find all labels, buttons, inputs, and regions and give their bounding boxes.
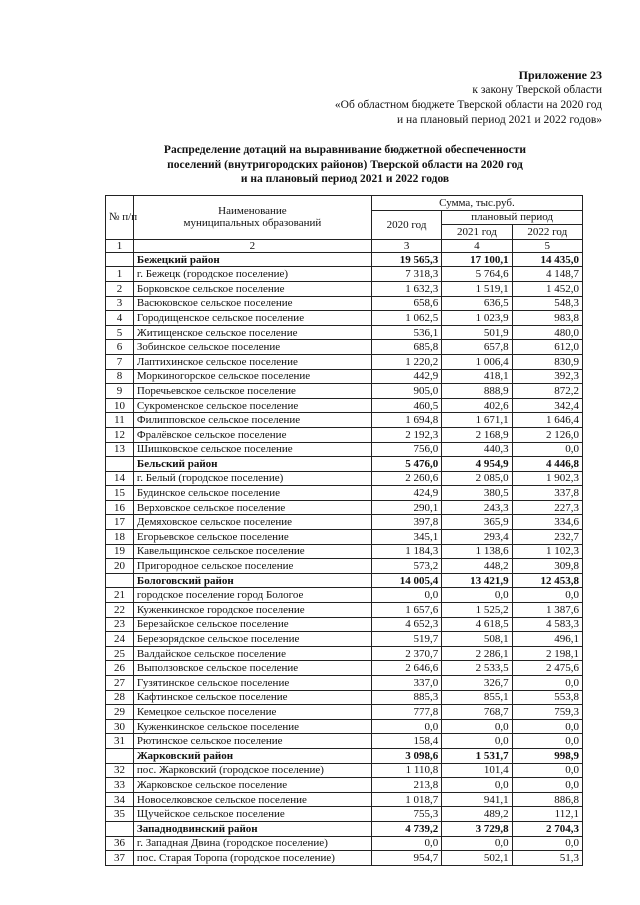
value-2021: 0,0 [442,734,512,749]
value-2020: 1 184,3 [371,544,441,559]
value-2020: 345,1 [371,530,441,545]
value-2020: 424,9 [371,486,441,501]
district-row [106,748,583,763]
value-2022: 0,0 [512,778,582,793]
value-2022: 4 446,8 [512,457,582,472]
column-index-row [106,239,583,252]
value-2020: 658,6 [371,296,441,311]
column-index: 1 [106,239,134,252]
value-2022: 0,0 [512,719,582,734]
table-row [106,398,583,413]
row-name: Куженкинское городское поселение [133,603,371,618]
row-number: 21 [106,588,134,603]
table-row [106,792,583,807]
value-2021: 380,5 [442,486,512,501]
value-2022: 830,9 [512,354,582,369]
row-name: Житищенское сельское поселение [133,325,371,340]
row-name: Березорядское сельское поселение [133,632,371,647]
row-number: 31 [106,734,134,749]
value-2020: 685,8 [371,340,441,355]
header-year-2021: 2021 год [442,225,512,240]
value-2020: 573,2 [371,559,441,574]
header-year-2020: 2020 год [371,210,441,239]
table-row [106,559,583,574]
value-2022: 14 435,0 [512,252,582,267]
value-2020: 2 192,3 [371,427,441,442]
row-number: 14 [106,471,134,486]
value-2020: 4 739,2 [371,821,441,836]
value-2020: 14 005,4 [371,573,441,588]
value-2020: 158,4 [371,734,441,749]
row-number [106,252,134,267]
value-2020: 397,8 [371,515,441,530]
value-2021: 4 954,9 [442,457,512,472]
value-2020: 290,1 [371,500,441,515]
value-2021: 508,1 [442,632,512,647]
value-2021: 1 519,1 [442,281,512,296]
value-2021: 489,2 [442,807,512,822]
value-2021: 502,1 [442,851,512,866]
table-row [106,544,583,559]
row-number [106,821,134,836]
value-2020: 2 260,6 [371,471,441,486]
row-number: 12 [106,427,134,442]
value-2020: 2 646,6 [371,661,441,676]
district-row [106,457,583,472]
appendix-header [335,68,602,128]
value-2022: 334,6 [512,515,582,530]
value-2022: 1 452,0 [512,281,582,296]
value-2022: 342,4 [512,398,582,413]
value-2020: 1 220,2 [371,354,441,369]
value-2022: 392,3 [512,369,582,384]
row-number: 18 [106,530,134,545]
row-name: городское поселение город Бологое [133,588,371,603]
row-name: Егорьевское сельское поселение [133,530,371,545]
table-row [106,676,583,691]
row-name: Бежецкий район [133,252,371,267]
value-2021: 1 138,6 [442,544,512,559]
value-2022: 232,7 [512,530,582,545]
table-row [106,413,583,428]
table-row [106,442,583,457]
row-number [106,457,134,472]
row-name: Фралёвское сельское поселение [133,427,371,442]
row-name: Бельский район [133,457,371,472]
value-2021: 0,0 [442,836,512,851]
header-name [133,196,371,240]
value-2021: 1 006,4 [442,354,512,369]
value-2020: 1 062,5 [371,311,441,326]
value-2020: 3 098,6 [371,748,441,763]
row-number: 1 [106,267,134,282]
value-2022: 0,0 [512,836,582,851]
row-name: Жарковское сельское поселение [133,778,371,793]
row-number: 35 [106,807,134,822]
row-name: Валдайское сельское поселение [133,646,371,661]
row-number: 19 [106,544,134,559]
row-number: 6 [106,340,134,355]
header-sum: Сумма, тыс.руб. [371,196,582,211]
table-row [106,515,583,530]
value-2022: 480,0 [512,325,582,340]
table-row [106,311,583,326]
subsidy-table [105,195,583,866]
value-2021: 440,3 [442,442,512,457]
table-row [106,427,583,442]
value-2022: 872,2 [512,384,582,399]
value-2020: 1 632,3 [371,281,441,296]
value-2022: 309,8 [512,559,582,574]
row-name: Новоселковское сельское поселение [133,792,371,807]
header-name-line: муниципальных образований [183,217,322,230]
value-2022: 1 902,3 [512,471,582,486]
table-row [106,486,583,501]
row-number: 10 [106,398,134,413]
table-row [106,340,583,355]
district-row [106,821,583,836]
row-number: 4 [106,311,134,326]
column-index: 5 [512,239,582,252]
row-number: 17 [106,515,134,530]
value-2022: 983,8 [512,311,582,326]
title-line: Распределение дотаций на выравнивание бюджетной обеспеченности [163,144,527,156]
table-row [106,836,583,851]
appendix-line: и на плановый период 2021 и 2022 годов» [397,114,602,126]
table-row [106,267,583,282]
value-2022: 1 387,6 [512,603,582,618]
value-2020: 1 018,7 [371,792,441,807]
table-row [106,778,583,793]
value-2022: 553,8 [512,690,582,705]
value-2022: 886,8 [512,792,582,807]
row-number: 32 [106,763,134,778]
value-2021: 636,5 [442,296,512,311]
value-2020: 5 476,0 [371,457,441,472]
row-name: Выползовское сельское поселение [133,661,371,676]
row-name: Гузятинское сельское поселение [133,676,371,691]
table-row [106,325,583,340]
row-name: Кемецкое сельское поселение [133,705,371,720]
row-name: пос. Жарковский (городское поселение) [133,763,371,778]
value-2021: 2 286,1 [442,646,512,661]
value-2021: 0,0 [442,778,512,793]
header-year-2022: 2022 год [512,225,582,240]
row-name: Васюковское сельское поселение [133,296,371,311]
row-name: Щучейское сельское поселение [133,807,371,822]
value-2021: 17 100,1 [442,252,512,267]
value-2022: 51,3 [512,851,582,866]
header-number: № п/п [106,196,134,240]
value-2020: 536,1 [371,325,441,340]
value-2020: 19 565,3 [371,252,441,267]
value-2020: 1 694,8 [371,413,441,428]
table-row [106,296,583,311]
value-2021: 1 525,2 [442,603,512,618]
value-2022: 1 646,4 [512,413,582,428]
appendix-number: Приложение 23 [518,68,602,82]
value-2021: 1 531,7 [442,748,512,763]
row-name: Зобинское сельское поселение [133,340,371,355]
value-2020: 442,9 [371,369,441,384]
value-2022: 0,0 [512,442,582,457]
value-2022: 112,1 [512,807,582,822]
row-number: 16 [106,500,134,515]
value-2022: 0,0 [512,734,582,749]
value-2021: 5 764,6 [442,267,512,282]
value-2022: 0,0 [512,676,582,691]
value-2021: 418,1 [442,369,512,384]
value-2022: 4 148,7 [512,267,582,282]
value-2020: 1 657,6 [371,603,441,618]
value-2021: 13 421,9 [442,573,512,588]
row-name: Демяховское сельское поселение [133,515,371,530]
row-name: Куженкинское сельское поселение [133,719,371,734]
table-row [106,369,583,384]
row-number: 22 [106,603,134,618]
value-2021: 657,8 [442,340,512,355]
row-name: Жарковский район [133,748,371,763]
row-number: 30 [106,719,134,734]
row-number: 8 [106,369,134,384]
row-number: 2 [106,281,134,296]
value-2022: 0,0 [512,588,582,603]
row-name: Пригородное сельское поселение [133,559,371,574]
value-2020: 905,0 [371,384,441,399]
row-name: Будинское сельское поселение [133,486,371,501]
row-number: 23 [106,617,134,632]
row-name: г. Белый (городское поселение) [133,471,371,486]
document-title [120,143,570,187]
value-2021: 0,0 [442,588,512,603]
value-2022: 612,0 [512,340,582,355]
row-number [106,748,134,763]
row-name: Лаптихинское сельское поселение [133,354,371,369]
column-index: 3 [371,239,441,252]
value-2021: 1 023,9 [442,311,512,326]
row-number: 11 [106,413,134,428]
value-2020: 213,8 [371,778,441,793]
value-2020: 756,0 [371,442,441,457]
value-2022: 337,8 [512,486,582,501]
row-name: Борковское сельское поселение [133,281,371,296]
row-name: Западнодвинский район [133,821,371,836]
district-row [106,252,583,267]
row-number: 9 [106,384,134,399]
value-2022: 2 198,1 [512,646,582,661]
value-2021: 402,6 [442,398,512,413]
value-2021: 888,9 [442,384,512,399]
value-2021: 1 671,1 [442,413,512,428]
table-row [106,807,583,822]
value-2020: 0,0 [371,719,441,734]
table-row [106,384,583,399]
row-number: 33 [106,778,134,793]
value-2022: 2 126,0 [512,427,582,442]
value-2021: 3 729,8 [442,821,512,836]
value-2022: 4 583,3 [512,617,582,632]
value-2022: 998,9 [512,748,582,763]
value-2022: 2 704,3 [512,821,582,836]
value-2022: 0,0 [512,763,582,778]
table-row [106,617,583,632]
value-2022: 548,3 [512,296,582,311]
value-2022: 227,3 [512,500,582,515]
value-2020: 755,3 [371,807,441,822]
row-number: 29 [106,705,134,720]
table-row [106,646,583,661]
title-line: поселений (внутригородских районов) Тверской области на 2020 год [167,158,523,171]
row-name: Сукроменское сельское поселение [133,398,371,413]
value-2020: 954,7 [371,851,441,866]
row-number: 24 [106,632,134,647]
value-2020: 460,5 [371,398,441,413]
value-2020: 4 652,3 [371,617,441,632]
table-row [106,588,583,603]
table-row [106,530,583,545]
value-2021: 2 533,5 [442,661,512,676]
table-row [106,734,583,749]
value-2021: 501,9 [442,325,512,340]
table-row [106,471,583,486]
table-row [106,281,583,296]
header-plan-period: плановый период [442,210,583,225]
row-name: г. Западная Двина (городское поселение) [133,836,371,851]
row-name: Филипповское сельское поселение [133,413,371,428]
row-name: Моркиногорское сельское поселение [133,369,371,384]
value-2021: 768,7 [442,705,512,720]
row-number: 28 [106,690,134,705]
value-2021: 941,1 [442,792,512,807]
row-number: 7 [106,354,134,369]
value-2021: 2 085,0 [442,471,512,486]
table-row [106,719,583,734]
value-2022: 759,3 [512,705,582,720]
row-number: 34 [106,792,134,807]
row-number: 25 [106,646,134,661]
value-2022: 496,1 [512,632,582,647]
row-name: пос. Старая Торопа (городское поселение) [133,851,371,866]
value-2020: 337,0 [371,676,441,691]
value-2021: 365,9 [442,515,512,530]
row-name: Кафтинское сельское поселение [133,690,371,705]
row-number: 3 [106,296,134,311]
value-2020: 7 318,3 [371,267,441,282]
value-2021: 326,7 [442,676,512,691]
value-2022: 1 102,3 [512,544,582,559]
value-2020: 777,8 [371,705,441,720]
value-2021: 4 618,5 [442,617,512,632]
row-name: Шишковское сельское поселение [133,442,371,457]
value-2020: 0,0 [371,836,441,851]
value-2021: 293,4 [442,530,512,545]
table-row [106,661,583,676]
value-2020: 0,0 [371,588,441,603]
value-2021: 101,4 [442,763,512,778]
row-name: г. Бежецк (городское поселение) [133,267,371,282]
row-number: 36 [106,836,134,851]
value-2021: 448,2 [442,559,512,574]
value-2021: 855,1 [442,690,512,705]
district-row [106,573,583,588]
row-name: Рютинское сельское поселение [133,734,371,749]
value-2022: 2 475,6 [512,661,582,676]
value-2020: 1 110,8 [371,763,441,778]
value-2021: 243,3 [442,500,512,515]
column-index: 2 [133,239,371,252]
value-2020: 885,3 [371,690,441,705]
value-2020: 519,7 [371,632,441,647]
row-name: Кавельщинское сельское поселение [133,544,371,559]
appendix-line: «Об областном бюджете Тверской области на 2020 год [334,99,602,111]
row-number: 20 [106,559,134,574]
row-name: Городищенское сельское поселение [133,311,371,326]
row-number: 13 [106,442,134,457]
row-number: 27 [106,676,134,691]
header-name-line: Наименование [218,205,287,218]
value-2021: 0,0 [442,719,512,734]
value-2020: 2 370,7 [371,646,441,661]
table-row [106,632,583,647]
row-number: 15 [106,486,134,501]
table-row [106,500,583,515]
column-index: 4 [442,239,512,252]
value-2022: 12 453,8 [512,573,582,588]
row-name: Березайское сельское поселение [133,617,371,632]
table-row [106,690,583,705]
table-row [106,705,583,720]
row-name: Верховское сельское поселение [133,500,371,515]
title-line: и на плановый период 2021 и 2022 годов [240,173,450,185]
row-name: Поречьевское сельское поселение [133,384,371,399]
row-number: 5 [106,325,134,340]
table-row [106,763,583,778]
row-number [106,573,134,588]
table-row [106,603,583,618]
value-2021: 2 168,9 [442,427,512,442]
row-number: 26 [106,661,134,676]
appendix-line: к закону Тверской области [472,84,602,96]
row-name: Бологовский район [133,573,371,588]
row-number: 37 [106,851,134,866]
table-row [106,354,583,369]
table-row [106,851,583,866]
